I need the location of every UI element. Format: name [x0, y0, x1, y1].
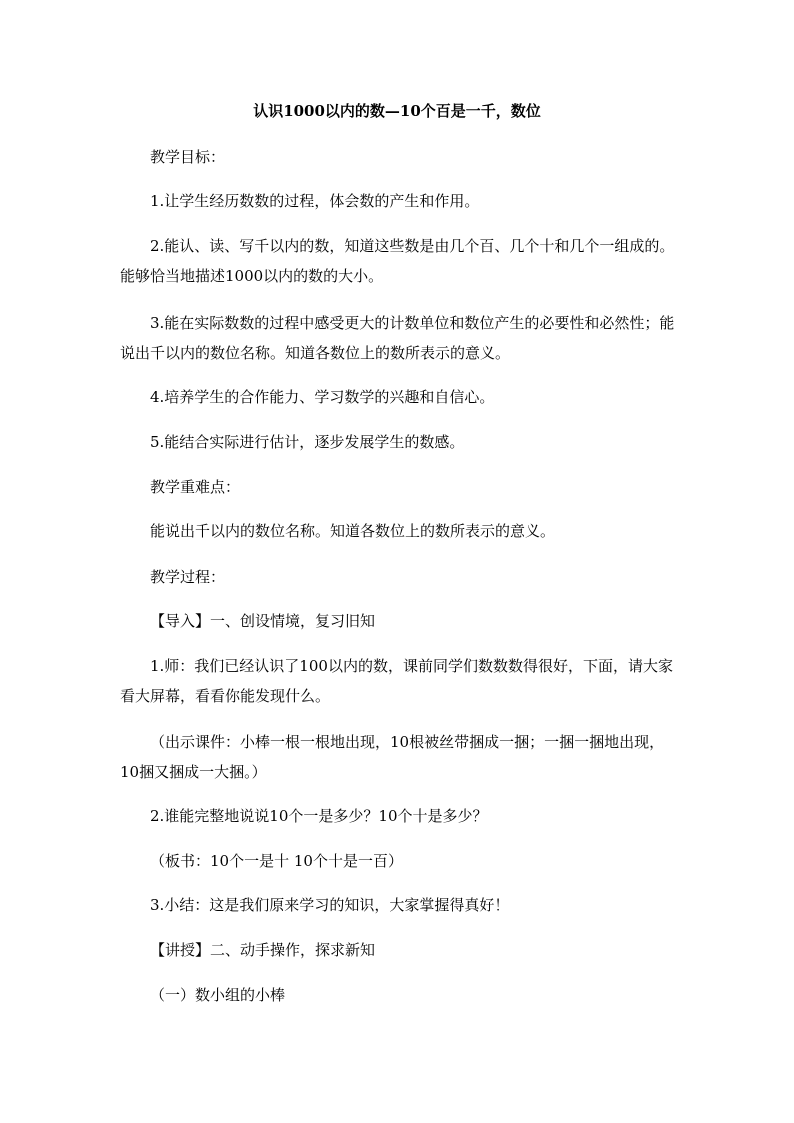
goal-item-4: 4.培养学生的合作能力、学习数学的兴趣和自信心。	[150, 388, 495, 406]
section-intro-heading: 【导入】一、创设情境，复习旧知	[150, 612, 376, 630]
document-title: 认识1000以内的数—10个百是一千，数位	[253, 102, 541, 120]
intro-step-1: 1.师：我们已经认识了100以内的数，课前同学们数数数得很好，下面，请大家看大屏幕，看看你能发现什么。	[120, 657, 673, 705]
intro-step-3: 3.小结：这是我们原来学习的知识，大家掌握得真好！	[150, 896, 510, 914]
goal-item-5: 5.能结合实际进行估计，逐步发展学生的数感。	[150, 433, 465, 451]
intro-courseware-note: （出示课件：小棒一根一根地出现，10根被丝带捆成一捆；一捆一捆地出现，10捆又捆成一大捆。）	[120, 733, 665, 781]
goal-item-1: 1.让学生经历数数的过程，体会数的产生和作用。	[150, 192, 480, 210]
heading-teaching-goals: 教学目标：	[150, 148, 226, 166]
board-writing-note: （板书：10个一是十 10个十是一百）	[150, 852, 403, 870]
heading-key-points: 教学重难点：	[150, 478, 241, 496]
heading-teaching-process: 教学过程：	[150, 568, 226, 586]
goal-item-3: 3.能在实际数数的过程中感受更大的计数单位和数位产生的必要性和必然性；能说出千以内的数位名称。知道各数位上的数所表示的意义。	[120, 314, 675, 362]
key-points-text: 能说出千以内的数位名称。知道各数位上的数所表示的意义。	[150, 522, 556, 540]
subsection-count-sticks: （一）数小组的小棒	[150, 986, 286, 1004]
goal-item-2: 2.能认、读、写千以内的数，知道这些数是由几个百、几个十和几个一组成的。能够恰当地描述1000以内的数的大小。	[120, 237, 675, 285]
intro-step-2: 2.谁能完整地说说10个一是多少？10个十是多少？	[150, 807, 488, 825]
section-lecture-heading: 【讲授】二、动手操作，探求新知	[150, 941, 376, 959]
